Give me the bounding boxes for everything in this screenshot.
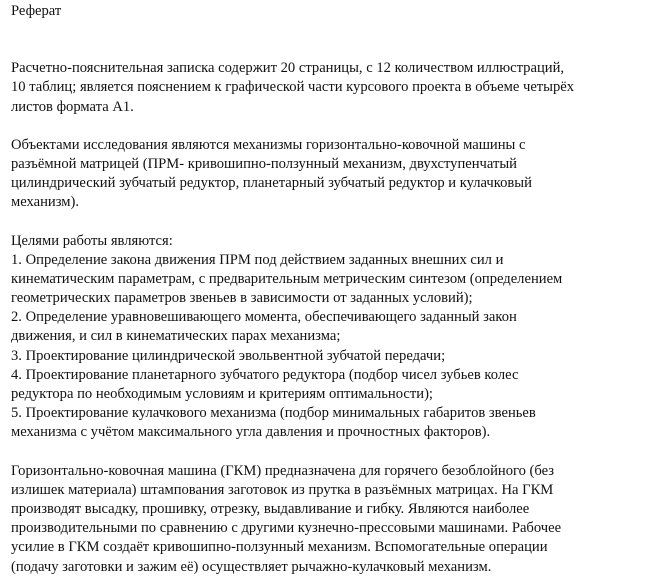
text-line: Расчетно-пояснительная записка содержит 20 страницы, с 12 количеством иллюстраций, [11,60,565,77]
paragraph-gkm [11,462,661,577]
list-item: 1. Определение закона движения ПРМ под действием заданных внешних сил и [11,251,504,268]
list-item-continuation: кинематическим параметрам, с предварительным метрическим синтезом (определением [11,270,563,287]
text-line: листов формата А1. [11,98,134,115]
list-item-continuation: механизма с учётом максимального угла давления и прочностных факторов). [11,424,491,441]
spacer [11,117,661,136]
text-line: усилие в ГКМ создаёт кривошипно-ползунный механизм. Вспомогательные операции [11,539,548,556]
list-item: 3. Проектирование цилиндрической эвольвентной зубчатой передачи; [11,347,446,364]
paragraph-objects [11,136,661,213]
text-line: цилиндрический зубчатый редуктор, планетарный зубчатый редуктор и кулачковый [11,175,532,192]
document-page [11,0,661,581]
text-line: производительными по сравнению с другими кузнечно-прессовыми машинами. Рабочее [11,520,562,537]
text-line: разъёмной матрицей (ПРМ- кривошипно-ползунный механизм, двухступенчатый [11,155,517,172]
list-item-continuation: движения, и сил в кинематических парах механизма; [11,328,341,345]
paragraph-summary [11,59,661,117]
spacer [11,213,661,232]
spacer [11,443,661,462]
text-line: производят высадку, прошивку, отрезку, выдавливание и гибку. Являются наиболее [11,500,530,517]
goals-heading: Целями работы являются: [11,232,173,249]
text-line: Горизонтально-ковочная машина (ГКМ) предназначена для горячего безоблойного (без [11,462,555,479]
spacer [11,21,661,59]
list-item: 2. Определение уравновешивающего момента, обеспечивающего заданный закон [11,309,517,326]
list-item: 4. Проектирование планетарного зубчатого редуктора (подбор чисел зубьев колес [11,366,519,383]
paragraph-goals [11,232,661,443]
text-line: (подачу заготовки и зажим её) осуществляет рычажно-кулачковый механизм. [11,558,492,575]
text-line: Объектами исследования являются механизмы горизонтально-ковочной машины с [11,136,526,153]
list-item-continuation: редуктора по необходимым условиям и критериям оптимальности); [11,386,433,402]
list-item: 5. Проектирование кулачкового механизма (подбор минимальных габаритов звеньев [11,405,536,422]
text-line: механизм). [11,194,80,211]
text-line: 10 таблиц; является пояснением к графической части курсового проекта в объеме четырёх [11,79,575,96]
page-title: Реферат [11,3,62,19]
text-line: излишек материала) штампования заготовок из прутка в разъёмных матрицах. На ГКМ [11,481,554,498]
list-item-continuation: геометрических параметров звеньев в зависимости от заданных условий); [11,290,473,307]
